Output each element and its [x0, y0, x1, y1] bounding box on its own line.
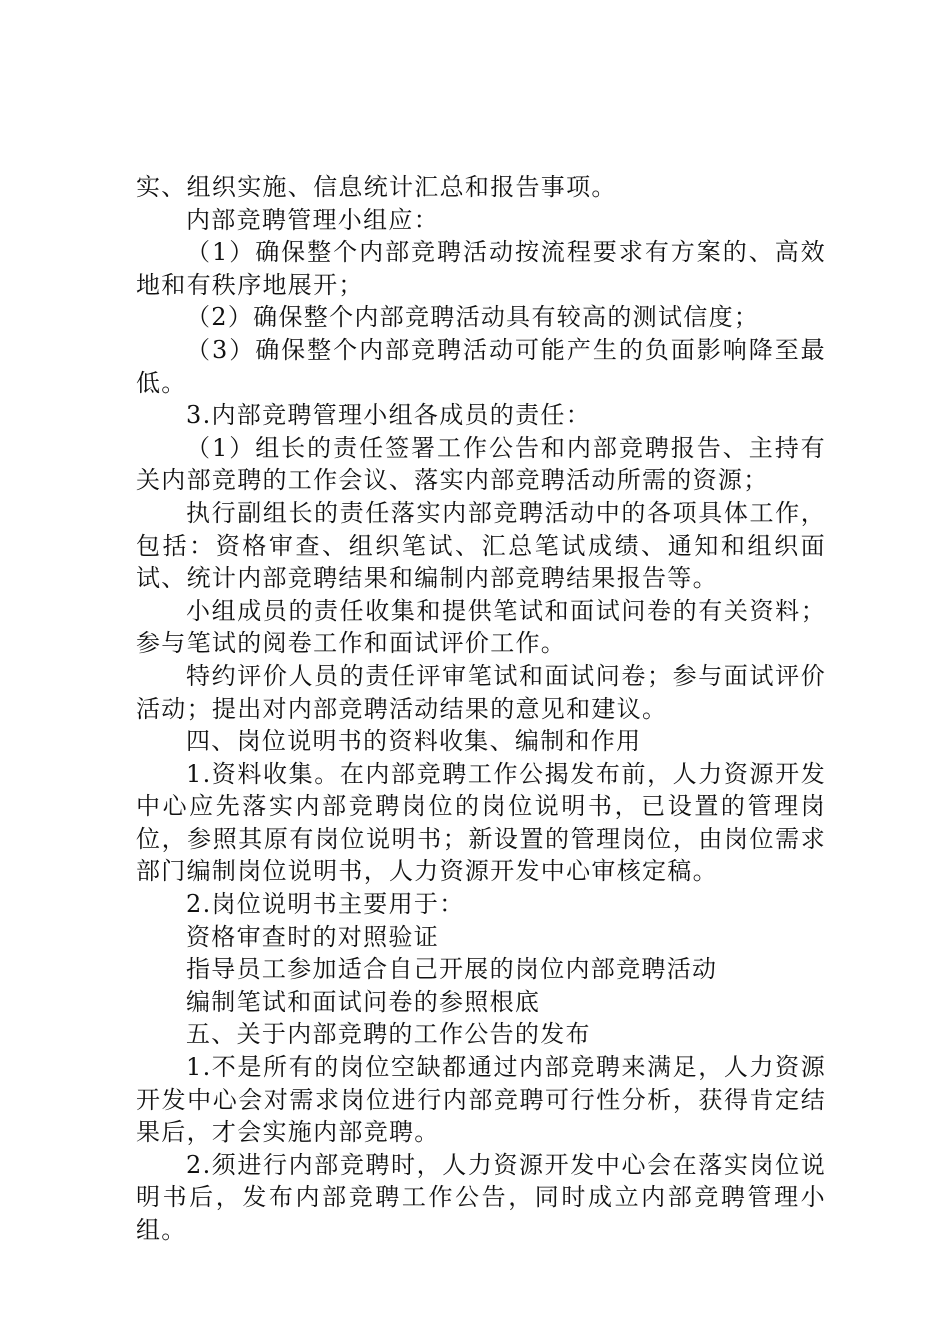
paragraph-9: 小组成员的责任收集和提供笔试和面试问卷的有关资料；参与笔试的阅卷工作和面试评价工作。: [136, 596, 826, 658]
paragraph-1: 实、组织实施、信息统计汇总和报告事项。: [136, 173, 617, 201]
paragraph-7: （1）组长的责任签署工作公告和内部竞聘报告、主持有关内部竞聘的工作会议、落实内部竞聘活动所需的资源；: [136, 433, 826, 495]
paragraph-12: 1.资料收集。在内部竞聘工作公揭发布前，人力资源开发中心应先落实内部竞聘岗位的岗位说明书，已设置的管理岗位，参照其原有岗位说明书；新设置的管理岗位，由岗位需求部门编制岗位说明书，人力资源开发中心审核定稿。: [136, 759, 826, 886]
paragraph-16: 编制笔试和面试问卷的参照根底: [186, 987, 541, 1016]
paragraph-3: （1）确保整个内部竞聘活动按流程要求有方案的、高效地和有秩序地展开；: [136, 238, 826, 299]
paragraph-6: 3.内部竞聘管理小组各成员的责任：: [186, 401, 591, 430]
section-heading-4: 四、岗位说明书的资料收集、编制和作用: [186, 727, 642, 756]
paragraph-19: 2.须进行内部竞聘时，人力资源开发中心会在落实岗位说明书后，发布内部竞聘工作公告，同时成立内部竞聘管理小组。: [136, 1150, 826, 1244]
paragraph-14: 资格审查时的对照验证: [186, 922, 439, 951]
paragraph-8: 执行副组长的责任落实内部竞聘活动中的各项具体工作，包括：资格审查、组织笔试、汇总笔试成绩、通知和组织面试、统计内部竞聘结果和编制内部竞聘结果报告等。: [136, 498, 826, 593]
paragraph-4: （2）确保整个内部竞聘活动具有较高的测试信度；: [186, 303, 760, 332]
paragraph-15: 指导员工参加适合自己开展的岗位内部竞聘活动: [186, 955, 718, 984]
paragraph-2: 内部竞聘管理小组应：: [186, 205, 439, 234]
paragraph-5: （3）确保整个内部竞聘活动可能产生的负面影响降至最低。: [136, 335, 826, 397]
document-body: [136, 171, 826, 1247]
section-heading-5: 五、关于内部竞聘的工作公告的发布: [186, 1020, 591, 1049]
paragraph-10: 特约评价人员的责任评审笔试和面试问卷；参与面试评价活动；提出对内部竞聘活动结果的意见和建议。: [136, 661, 826, 723]
paragraph-18: 1.不是所有的岗位空缺都通过内部竞聘来满足，人力资源开发中心会对需求岗位进行内部竞聘可行性分析，获得肯定结果后，才会实施内部竞聘。: [136, 1053, 826, 1147]
paragraph-13: 2.岗位说明书主要用于：: [186, 890, 465, 919]
